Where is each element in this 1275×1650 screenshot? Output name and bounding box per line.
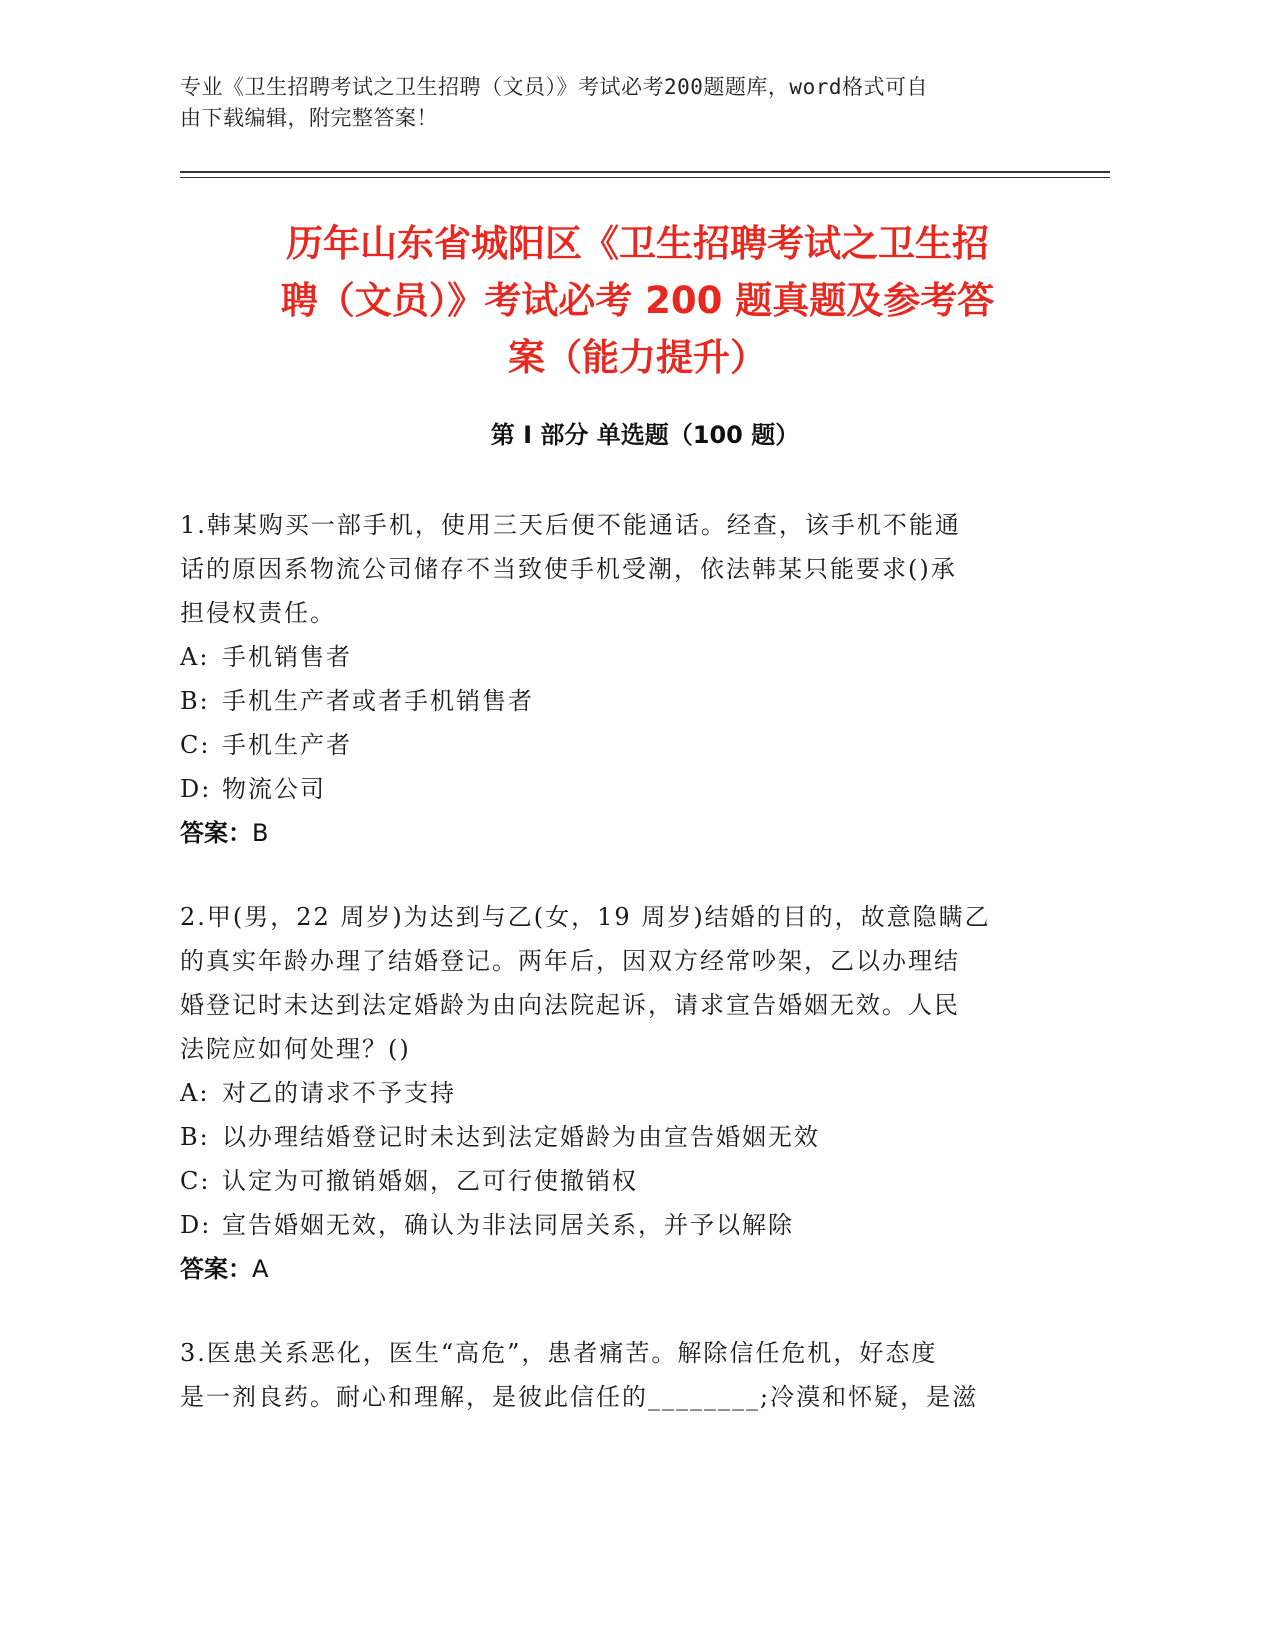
question-item [180, 1331, 1040, 1419]
option-b [180, 1115, 1040, 1159]
question-stem-line: 2.甲(男，22 周岁)为达到与乙(女，19 周岁)结婚的目的，故意隐瞒乙 [180, 903, 991, 931]
question-stem-line: 的真实年龄办理了结婚登记。两年后，因双方经常吵架，乙以办理结 [180, 947, 960, 975]
option-a [180, 635, 1040, 679]
question-stem-line: 法院应如何处理？() [180, 1035, 411, 1063]
answer-value: B [252, 819, 269, 847]
option-key: D: [180, 1211, 212, 1239]
header-rule-thick [180, 171, 1110, 173]
document-header [180, 72, 1110, 134]
option-b [180, 679, 1040, 723]
option-text: 认定为可撤销婚姻，乙可行使撤销权 [222, 1167, 638, 1195]
question-stem-line: 话的原因系物流公司储存不当致使手机受潮，依法韩某只能要求()承 [180, 555, 957, 583]
option-text: 宣告婚姻无效，确认为非法同居关系，并予以解除 [222, 1211, 794, 1239]
option-text: 物流公司 [222, 775, 326, 803]
question-item [180, 503, 1040, 855]
option-text: 对乙的请求不予支持 [222, 1079, 456, 1107]
option-text: 手机生产者或者手机销售者 [222, 687, 534, 715]
section-heading: 第 I 部分 单选题（100 题） [490, 421, 800, 449]
header-line-2: 由下载编辑，附完整答案！ [180, 106, 438, 130]
answer-line [180, 1247, 1040, 1291]
header-rule-thin [180, 177, 1110, 178]
question-stem-line: 3.医患关系恶化，医生“高危”，患者痛苦。解除信任危机，好态度 [180, 1339, 938, 1367]
option-c [180, 723, 1040, 767]
option-text: 手机生产者 [222, 731, 352, 759]
title-line-3: 案（能力提升） [508, 336, 767, 379]
option-key: C: [180, 731, 211, 759]
answer-label: 答案： [180, 1255, 252, 1283]
option-key: B: [180, 1123, 210, 1151]
question-stem-line: 担侵权责任。 [180, 599, 336, 627]
title-line-2: 聘（文员）》考试必考 200 题真题及参考答 [280, 279, 995, 322]
header-line-1: 专业《卫生招聘考试之卫生招聘（文员）》考试必考200题题库，word格式可自 [180, 75, 928, 99]
title-line-1: 历年山东省城阳区《卫生招聘考试之卫生招 [286, 222, 989, 265]
option-c [180, 1159, 1040, 1203]
option-key: C: [180, 1167, 211, 1195]
document-title [160, 215, 1115, 386]
answer-value: A [252, 1255, 269, 1283]
option-d [180, 1203, 1040, 1247]
option-d [180, 767, 1040, 811]
answer-line [180, 811, 1040, 855]
question-item [180, 895, 1040, 1291]
option-text: 手机销售者 [222, 643, 352, 671]
question-stem-line: 是一剂良药。耐心和理解，是彼此信任的________;冷漠和怀疑，是滋 [180, 1383, 979, 1411]
option-a [180, 1071, 1040, 1115]
question-list [180, 503, 1040, 1459]
option-key: B: [180, 687, 210, 715]
option-key: A: [180, 643, 210, 671]
option-text: 以办理结婚登记时未达到法定婚龄为由宣告婚姻无效 [222, 1123, 820, 1151]
option-key: D: [180, 775, 212, 803]
answer-label: 答案： [180, 819, 252, 847]
question-stem-line: 1.韩某购买一部手机，使用三天后便不能通话。经查，该手机不能通 [180, 511, 961, 539]
option-key: A: [180, 1079, 210, 1107]
question-stem-line: 婚登记时未达到法定婚龄为由向法院起诉，请求宣告婚姻无效。人民 [180, 991, 960, 1019]
